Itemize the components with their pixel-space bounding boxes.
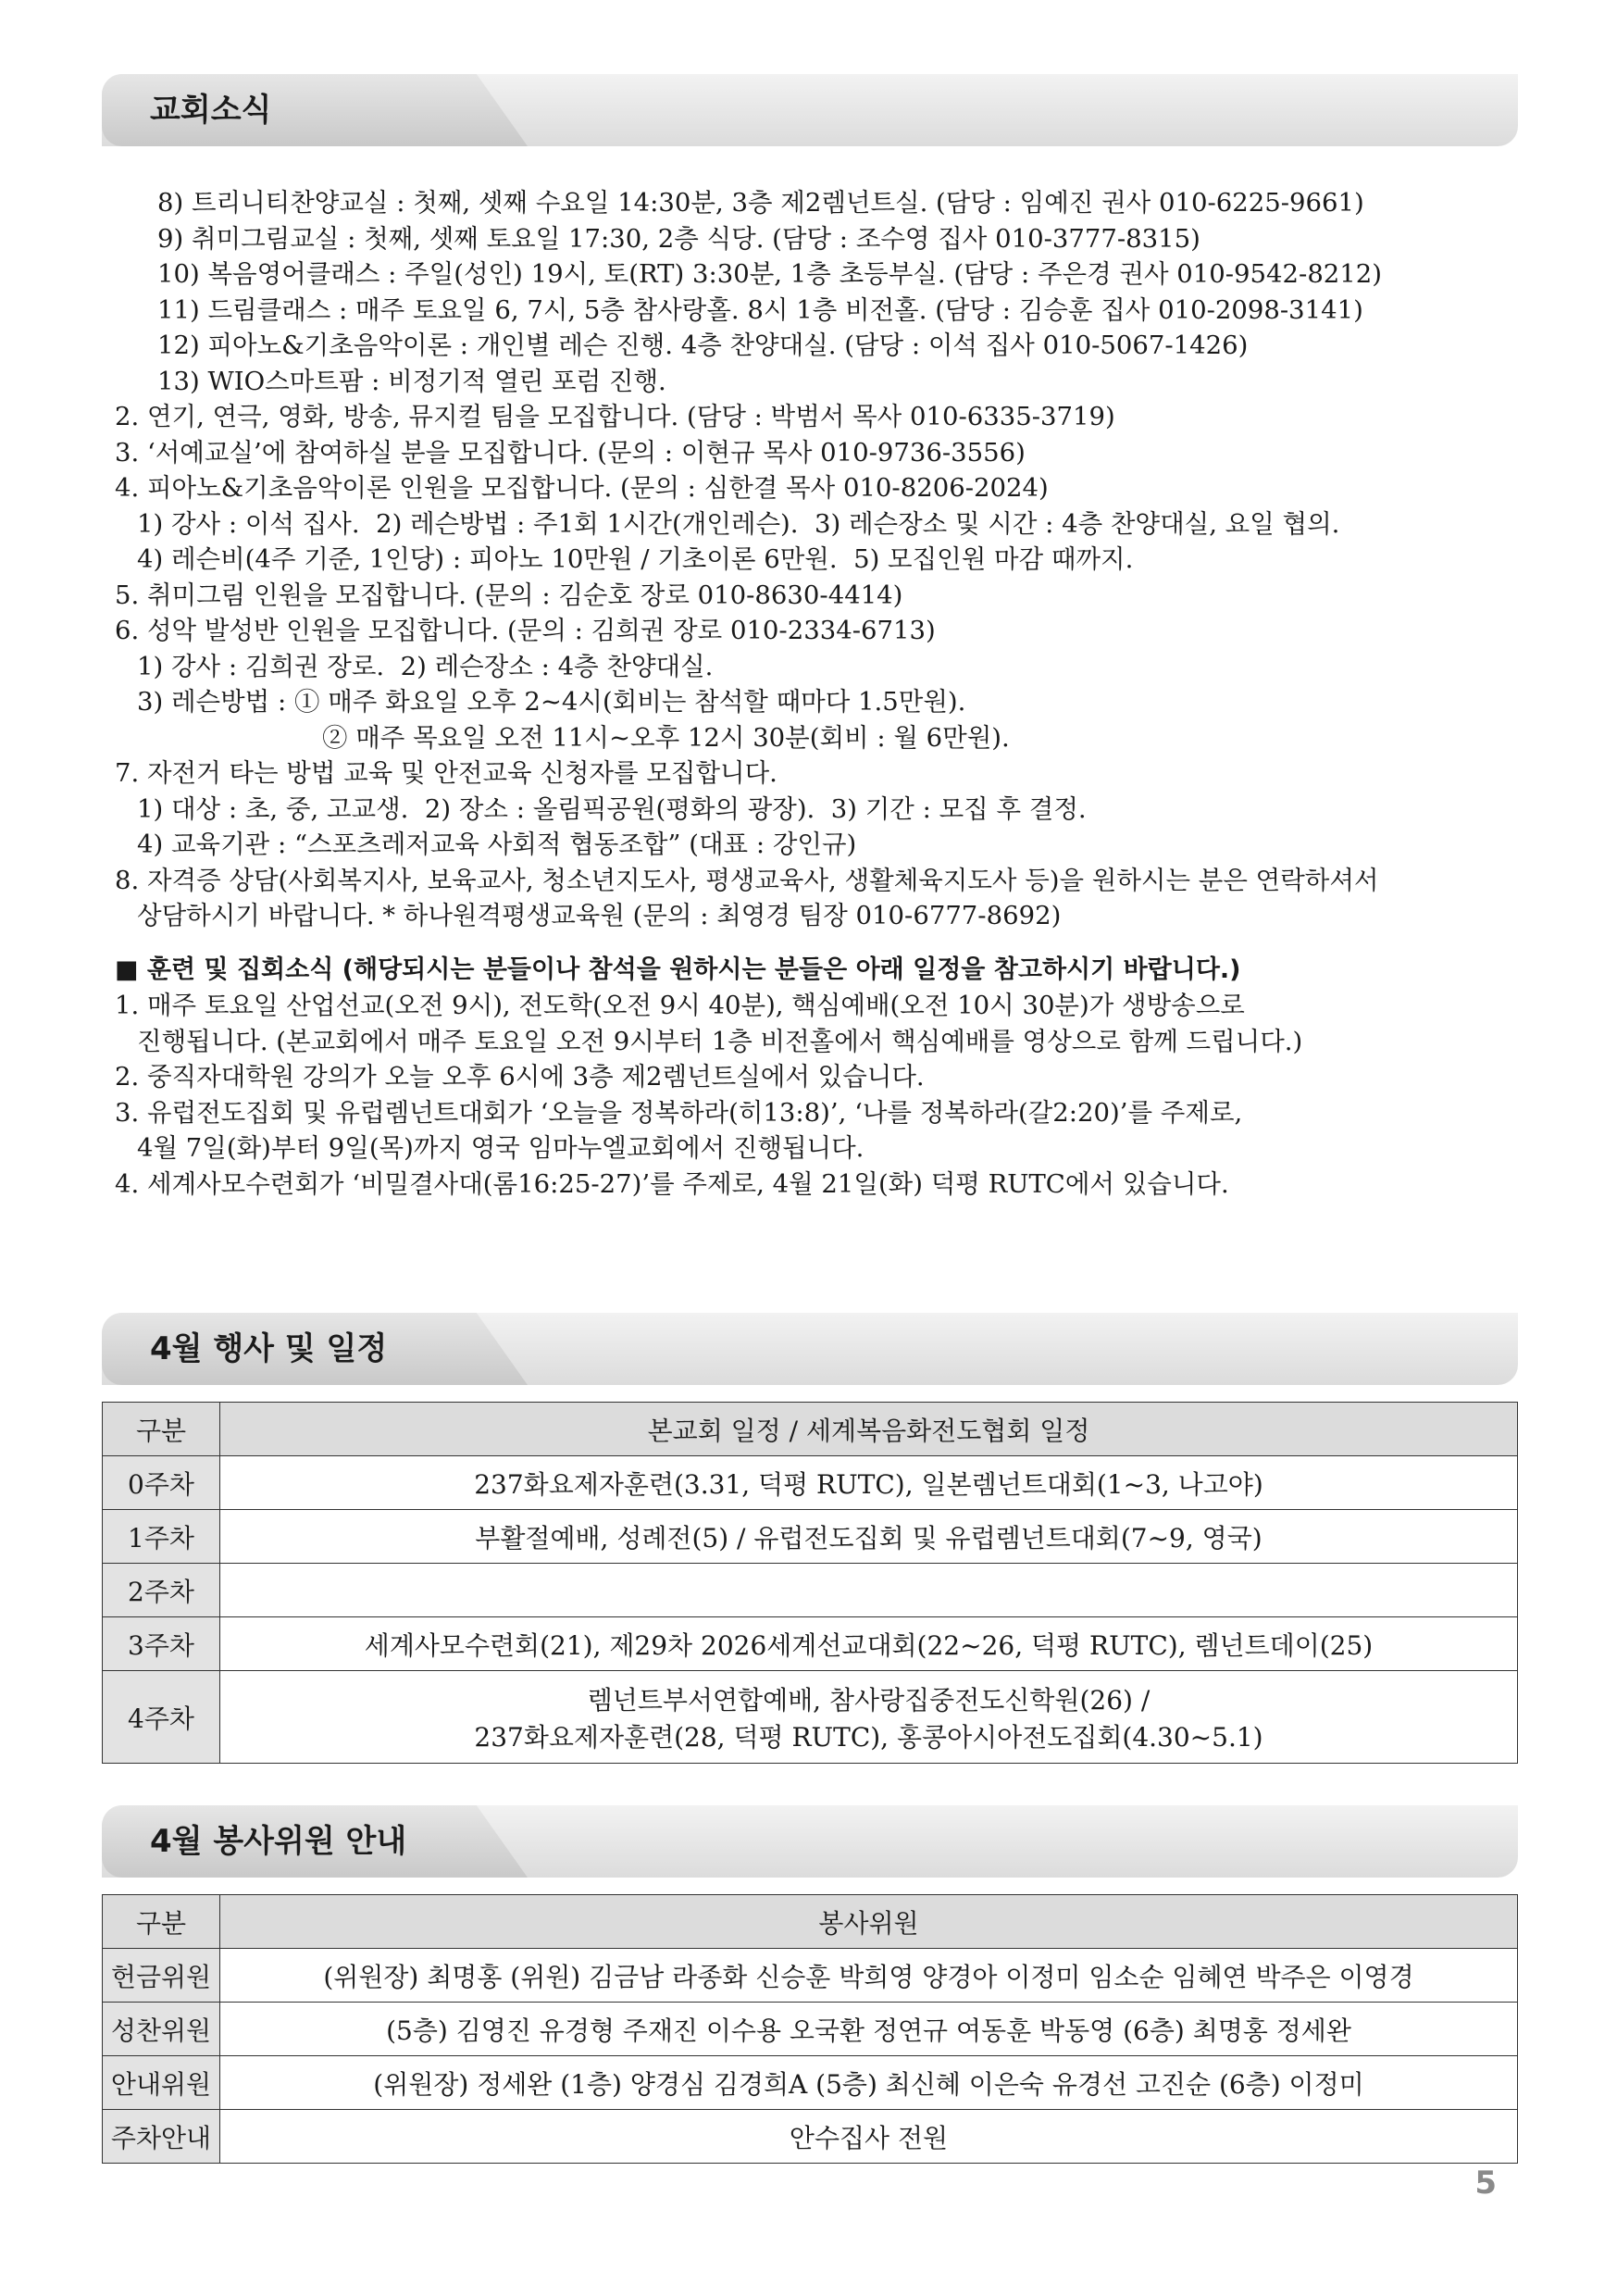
news-line: 7. 자전거 타는 방법 교육 및 안전교육 신청자를 모집합니다.	[115, 758, 777, 788]
section-title: 교회소식	[150, 92, 272, 129]
table-row	[103, 1564, 1518, 1617]
role-cell: 성찬위원	[103, 2003, 220, 2056]
events-cell	[220, 1671, 1518, 1764]
section-header-april-volunteers	[102, 1805, 1518, 1878]
week-cell: 3주차	[103, 1617, 220, 1671]
news-line: 3) 레슨방법 : ① 매주 화요일 오후 2~4시(회비는 참석할 때마다 1.5만원).	[137, 687, 966, 717]
page-number: 5	[1474, 2165, 1497, 2202]
volunteers-table	[102, 1894, 1518, 2164]
training-line: 4. 세계사모수련회가 ‘비밀결사대(롬16:25-27)’를 주제로, 4월 21일(화) 덕평 RUTC에서 있습니다.	[115, 1168, 1229, 1199]
header-cell: 구분	[103, 1403, 220, 1456]
section-title: 4월 행사 및 일정	[150, 1330, 388, 1367]
events-cell: 237화요제자훈련(3.31, 덕평 RUTC), 일본렘넌트대회(1~3, 나고야)	[220, 1456, 1518, 1510]
role-cell: 안내위원	[103, 2056, 220, 2110]
section-title: 4월 봉사위원 안내	[150, 1823, 407, 1860]
news-line: 4) 교육기관 : “스포츠레저교육 사회적 협동조합” (대표 : 강인규)	[137, 830, 857, 859]
news-line: 3. ‘서예교실’에 참여하실 분을 모집합니다. (문의 : 이현규 목사 010-9736-3556)	[115, 437, 1026, 468]
training-heading: ■ 훈련 및 집회소식 (해당되시는 분들이나 참석을 원하시는 분들은 아래 일정을 참고하시기 바랍니다.)	[115, 955, 1241, 984]
news-line: 4) 레슨비(4주 기준, 1인당) : 피아노 10만원 / 기초이론 6만원. 5) 모집인원 마감 때까지.	[137, 544, 1134, 574]
members-cell: (위원장) 정세완 (1층) 양경심 김경희A (5층) 최신혜 이은숙 유경선 고진순 (6층) 이정미	[220, 2056, 1518, 2110]
table-row	[103, 1671, 1518, 1764]
table-row	[103, 1949, 1518, 2003]
news-line: 13) WIO스마트팜 : 비정기적 열린 포럼 진행.	[157, 366, 666, 396]
news-line: 11) 드림클래스 : 매주 토요일 6, 7시, 5층 참사랑홀. 8시 1층 비전홀. (담당 : 김승훈 집사 010-2098-3141)	[157, 294, 1363, 325]
training-line: 진행됩니다. (본교회에서 매주 토요일 오전 9시부터 1층 비전홀에서 핵심예배를 영상으로 함께 드립니다.)	[137, 1026, 1303, 1056]
table-row	[103, 1617, 1518, 1671]
news-line: 1) 강사 : 김희권 장로. 2) 레슨장소 : 4층 찬양대실.	[137, 651, 714, 681]
news-line: 1) 대상 : 초, 중, 고교생. 2) 장소 : 올림픽공원(평화의 광장). 3) 기간 : 모집 후 결정.	[137, 793, 1087, 824]
table-header-row	[103, 1895, 1518, 1949]
news-line: 5. 취미그림 인원을 모집합니다. (문의 : 김순호 장로 010-8630-4414)	[115, 580, 903, 610]
news-line: 2. 연기, 연극, 영화, 방송, 뮤지컬 팀을 모집합니다. (담당 : 박범서 목사 010-6335-3719)	[115, 402, 1115, 431]
section-header-april-schedule	[102, 1313, 1518, 1385]
role-cell: 헌금위원	[103, 1949, 220, 2003]
table-row	[103, 1456, 1518, 1510]
table-row	[103, 2056, 1518, 2110]
news-line: 1) 강사 : 이석 집사. 2) 레슨방법 : 주1회 1시간(개인레슨). 3) 레슨장소 및 시간 : 4층 찬양대실, 요일 협의.	[137, 508, 1340, 539]
training-line: 4월 7일(화)부터 9일(목)까지 영국 임마누엘교회에서 진행됩니다.	[137, 1133, 864, 1163]
header-cell: 봉사위원	[220, 1895, 1518, 1949]
table-header-row	[103, 1403, 1518, 1456]
news-line: 8. 자격증 상담(사회복지사, 보육교사, 청소년지도사, 평생교육사, 생활체육지도사 등)을 원하시는 분은 연락하셔서	[115, 865, 1379, 895]
training-line: 3. 유럽전도집회 및 유럽렘넌트대회가 ‘오늘을 정복하라(히13:8)’, ‘나를 정복하라(갈2:20)’를 주제로,	[115, 1097, 1243, 1128]
news-line: 4. 피아노&기초음악이론 인원을 모집합니다. (문의 : 심한결 목사 010-8206-2024)	[115, 473, 1049, 503]
week-cell: 0주차	[103, 1456, 220, 1510]
members-cell: (5층) 김영진 유경형 주재진 이수용 오국환 정연규 여동훈 박동영 (6층) 최명홍 정세완	[220, 2003, 1518, 2056]
members-cell: 안수집사 전원	[220, 2110, 1518, 2164]
section-header-church-news	[102, 74, 1518, 146]
members-cell: (위원장) 최명홍 (위원) 김금남 라종화 신승훈 박희영 양경아 이정미 임소순 임혜연 박주은 이영경	[220, 1949, 1518, 2003]
table-row	[103, 2003, 1518, 2056]
news-line: 12) 피아노&기초음악이론 : 개인별 레슨 진행. 4층 찬양대실. (담당 : 이석 집사 010-5067-1426)	[157, 331, 1249, 360]
header-cell: 본교회 일정 / 세계복음화전도협회 일정	[220, 1403, 1518, 1456]
week-cell: 2주차	[103, 1564, 220, 1617]
news-line: ② 매주 목요일 오전 11시~오후 12시 30분(회비 : 월 6만원).	[322, 722, 1010, 753]
news-line: 9) 취미그림교실 : 첫째, 셋째 토요일 17:30, 2층 식당. (담당 : 조수영 집사 010-3777-8315)	[157, 223, 1200, 254]
training-line: 1. 매주 토요일 산업선교(오전 9시), 전도학(오전 9시 40분), 핵심예배(오전 10시 30분)가 생방송으로	[115, 991, 1245, 1020]
week-cell: 1주차	[103, 1510, 220, 1564]
week-cell: 4주차	[103, 1671, 220, 1764]
news-line: 10) 복음영어클래스 : 주일(성인) 19시, 토(RT) 3:30분, 1층 초등부실. (담당 : 주은경 권사 010-9542-8212)	[157, 259, 1383, 289]
news-line: 6. 성악 발성반 인원을 모집합니다. (문의 : 김희권 장로 010-2334-6713)	[115, 616, 936, 645]
event-line: 237화요제자훈련(28, 덕평 RUTC), 홍콩아시아전도집회(4.30~5.1)	[474, 1721, 1263, 1753]
events-cell: 부활절예배, 성례전(5) / 유럽전도집회 및 유럽렘넌트대회(7~9, 영국)	[220, 1510, 1518, 1564]
events-cell: 세계사모수련회(21), 제29차 2026세계선교대회(22~26, 덕평 RUTC), 렘넌트데이(25)	[220, 1617, 1518, 1671]
event-line: 렘넌트부서연합예배, 참사랑집중전도신학원(26) /	[587, 1684, 1151, 1716]
events-cell	[220, 1564, 1518, 1617]
role-cell: 주차안내	[103, 2110, 220, 2164]
news-line: 상담하시기 바랍니다. * 하나원격평생교육원 (문의 : 최영경 팀장 010-6777-8692)	[137, 901, 1062, 930]
table-row	[103, 1510, 1518, 1564]
news-line: 8) 트리니티찬양교실 : 첫째, 셋째 수요일 14:30분, 3층 제2렘넌트실. (담당 : 임예진 권사 010-6225-9661)	[157, 188, 1364, 218]
schedule-table	[102, 1402, 1518, 1764]
training-line: 2. 중직자대학원 강의가 오늘 오후 6시에 3층 제2렘넌트실에서 있습니다.	[115, 1062, 925, 1092]
church-news-body	[115, 185, 1522, 1202]
table-row	[103, 2110, 1518, 2164]
header-cell: 구분	[103, 1895, 220, 1949]
